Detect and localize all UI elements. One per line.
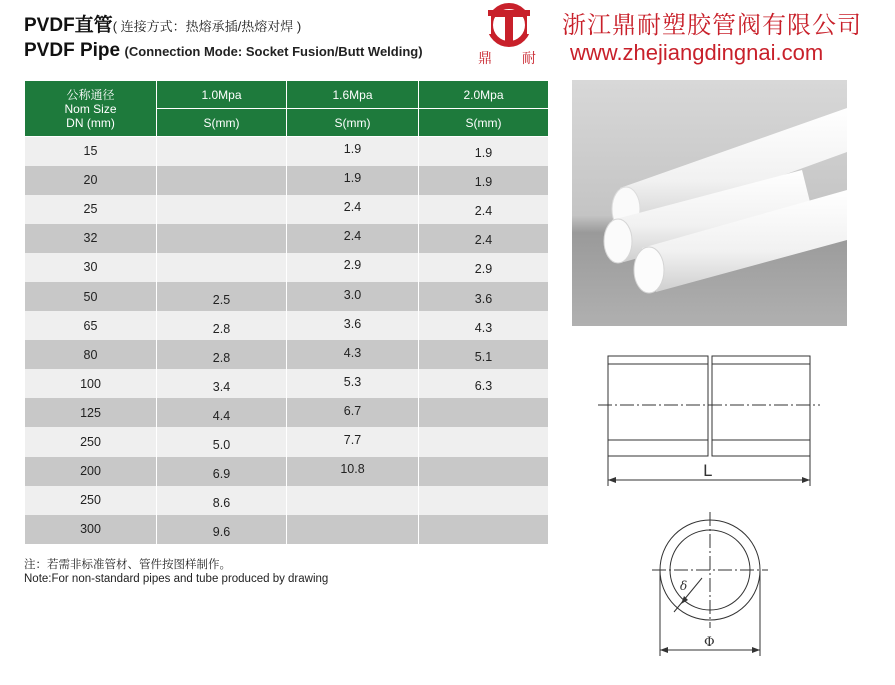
thickness-cell: [287, 457, 419, 486]
company-logo: [474, 2, 544, 70]
thickness-cell: [287, 369, 419, 398]
pressure-header: 1.6Mpa: [287, 81, 419, 109]
thickness-cell: [157, 311, 287, 340]
footnote-en: Note:For non-standard pipes and tube produced by drawing: [24, 573, 329, 585]
thickness-cell: [287, 282, 419, 311]
cell-value: 1.9: [474, 175, 493, 190]
thickness-cell: [157, 282, 287, 311]
dn-cell: [25, 369, 157, 398]
cell-value: 3.0: [343, 287, 362, 302]
footnote-cn: 注：若需非标准管材、管件按图样制作。: [24, 559, 231, 571]
thickness-cell: [287, 311, 419, 340]
cell-value: 3.4: [212, 379, 231, 394]
dn-cell: [25, 224, 157, 253]
cell-value: 30: [83, 260, 98, 275]
cell-value: 2.8: [212, 321, 231, 336]
thickness-cell: [157, 340, 287, 369]
cell-value: 1.9: [343, 142, 362, 157]
dn-header-en: Nom Size: [64, 101, 117, 116]
dn-cell: [25, 398, 157, 427]
thickness-cell: [419, 457, 549, 486]
unit-header: S(mm): [157, 109, 287, 137]
spec-table-body: [25, 137, 549, 544]
cell-value: 4.3: [474, 320, 493, 335]
thickness-cell: [287, 398, 419, 427]
table-row: [25, 398, 549, 427]
thickness-cell: [419, 311, 549, 340]
dn-cell: [25, 340, 157, 369]
cell-value: 65: [83, 318, 98, 333]
cell-value: 3.6: [474, 291, 493, 306]
dn-cell: [25, 282, 157, 311]
thickness-cell: [419, 166, 549, 195]
cell-value: 6.7: [343, 403, 362, 418]
thickness-cell: [419, 486, 549, 515]
unit-header: S(mm): [287, 109, 419, 137]
thickness-cell: [157, 137, 287, 166]
table-row: [25, 427, 549, 456]
cell-value: 6.3: [474, 378, 493, 393]
thickness-cell: [157, 486, 287, 515]
table-row: [25, 515, 549, 544]
dn-cell: [25, 457, 157, 486]
table-row: [25, 253, 549, 282]
dn-header-unit: DN (mm): [66, 115, 115, 130]
thickness-cell: [419, 282, 549, 311]
thickness-cell: [157, 398, 287, 427]
cell-value: 2.4: [343, 200, 362, 215]
cell-value: 2.4: [343, 229, 362, 244]
title-chinese: [24, 10, 301, 37]
cell-value: 10.8: [340, 462, 365, 477]
thickness-cell: [419, 398, 549, 427]
cell-value: 250: [80, 434, 101, 449]
table-row: [25, 486, 549, 515]
table-row: [25, 457, 549, 486]
cell-value: 20: [83, 173, 98, 188]
thickness-cell: [157, 224, 287, 253]
cell-value: 200: [80, 464, 101, 479]
thickness-cell: [157, 457, 287, 486]
cell-value: 4.4: [212, 408, 231, 423]
thickness-cell: [157, 253, 287, 282]
cell-value: 50: [83, 289, 98, 304]
title-cn-sub: ( 连接方式：热熔承插/热熔对焊 ): [112, 19, 302, 34]
company-name: 浙江鼎耐塑胶管阀有限公司: [562, 11, 862, 39]
cell-value: 5.0: [212, 437, 231, 452]
cell-value: 6.9: [212, 467, 231, 482]
thickness-cell: [419, 369, 549, 398]
thickness-cell: [157, 369, 287, 398]
dn-cell: [25, 311, 157, 340]
table-row: [25, 311, 549, 340]
cell-value: 15: [83, 144, 98, 159]
pipe-side-drawing: [598, 348, 822, 490]
thickness-cell: [157, 166, 287, 195]
cell-value: 2.9: [474, 262, 493, 277]
thickness-cell: [419, 427, 549, 456]
cell-value: 100: [80, 376, 101, 391]
company-website[interactable]: www.zhejiangdingnai.com: [570, 40, 824, 65]
dn-cell: [25, 253, 157, 282]
table-row: [25, 166, 549, 195]
cell-value: 25: [83, 202, 98, 217]
logo-char-2: 耐: [522, 51, 536, 67]
spec-table: [24, 80, 549, 544]
thickness-cell: [419, 195, 549, 224]
cell-value: 2.9: [343, 258, 362, 273]
dn-header-cn: 公称通径: [66, 87, 115, 102]
thickness-cell: [419, 515, 549, 544]
diameter-label: Φ: [704, 635, 715, 650]
thickness-cell: [287, 253, 419, 282]
dn-cell: [25, 515, 157, 544]
thickness-cell: [287, 137, 419, 166]
dn-cell: [25, 166, 157, 195]
thickness-cell: [419, 253, 549, 282]
cell-value: 2.8: [212, 350, 231, 365]
length-label: L: [703, 461, 712, 480]
dn-cell: [25, 137, 157, 166]
cell-value: 5.1: [474, 349, 493, 364]
title-en-main: PVDF Pipe: [24, 40, 121, 61]
dn-cell: [25, 427, 157, 456]
cell-value: 2.5: [212, 292, 231, 307]
title-en-sub: (Connection Mode: Socket Fusion/Butt Welding): [124, 44, 423, 59]
dn-header: [25, 81, 157, 137]
table-row: [25, 137, 549, 166]
cell-value: 9.6: [212, 525, 231, 540]
product-photo: [572, 80, 847, 326]
thickness-cell: [157, 195, 287, 224]
thickness-cell: [287, 224, 419, 253]
cell-value: 250: [80, 493, 101, 508]
table-row: [25, 224, 549, 253]
thickness-cell: [419, 137, 549, 166]
thickness-cell: [419, 224, 549, 253]
thickness-cell: [287, 427, 419, 456]
cell-value: 2.4: [474, 233, 493, 248]
cell-value: 4.3: [343, 345, 362, 360]
pressure-header: 1.0Mpa: [157, 81, 287, 109]
cell-value: 2.4: [474, 204, 493, 219]
dn-cell: [25, 195, 157, 224]
thickness-cell: [287, 340, 419, 369]
cell-value: 80: [83, 347, 98, 362]
cell-value: 1.9: [474, 146, 493, 161]
pressure-header: 2.0Mpa: [419, 81, 549, 109]
thickness-cell: [287, 515, 419, 544]
table-row: [25, 369, 549, 398]
thickness-cell: [287, 166, 419, 195]
cell-value: 125: [80, 405, 101, 420]
thickness-cell: [287, 195, 419, 224]
footnote: [24, 558, 328, 586]
cell-value: 8.6: [212, 496, 231, 511]
wall-thickness-label: δ: [680, 579, 688, 593]
thickness-cell: [157, 427, 287, 456]
cell-value: 5.3: [343, 374, 362, 389]
thickness-cell: [157, 515, 287, 544]
table-row: [25, 282, 549, 311]
thickness-cell: [419, 340, 549, 369]
title-cn-main: PVDF直管: [24, 15, 113, 36]
cell-value: 3.6: [343, 316, 362, 331]
title-english: [24, 40, 423, 62]
logo-mark-icon: [474, 2, 544, 48]
pipe-cross-section-drawing: [650, 512, 770, 662]
cell-value: 32: [83, 231, 98, 246]
cell-value: 300: [80, 522, 101, 537]
unit-header: S(mm): [419, 109, 549, 137]
cell-value: 1.9: [343, 171, 362, 186]
cell-value: 7.7: [343, 432, 362, 447]
table-row: [25, 195, 549, 224]
logo-char-1: 鼎: [478, 51, 492, 67]
thickness-cell: [287, 486, 419, 515]
dn-cell: [25, 486, 157, 515]
table-row: [25, 340, 549, 369]
